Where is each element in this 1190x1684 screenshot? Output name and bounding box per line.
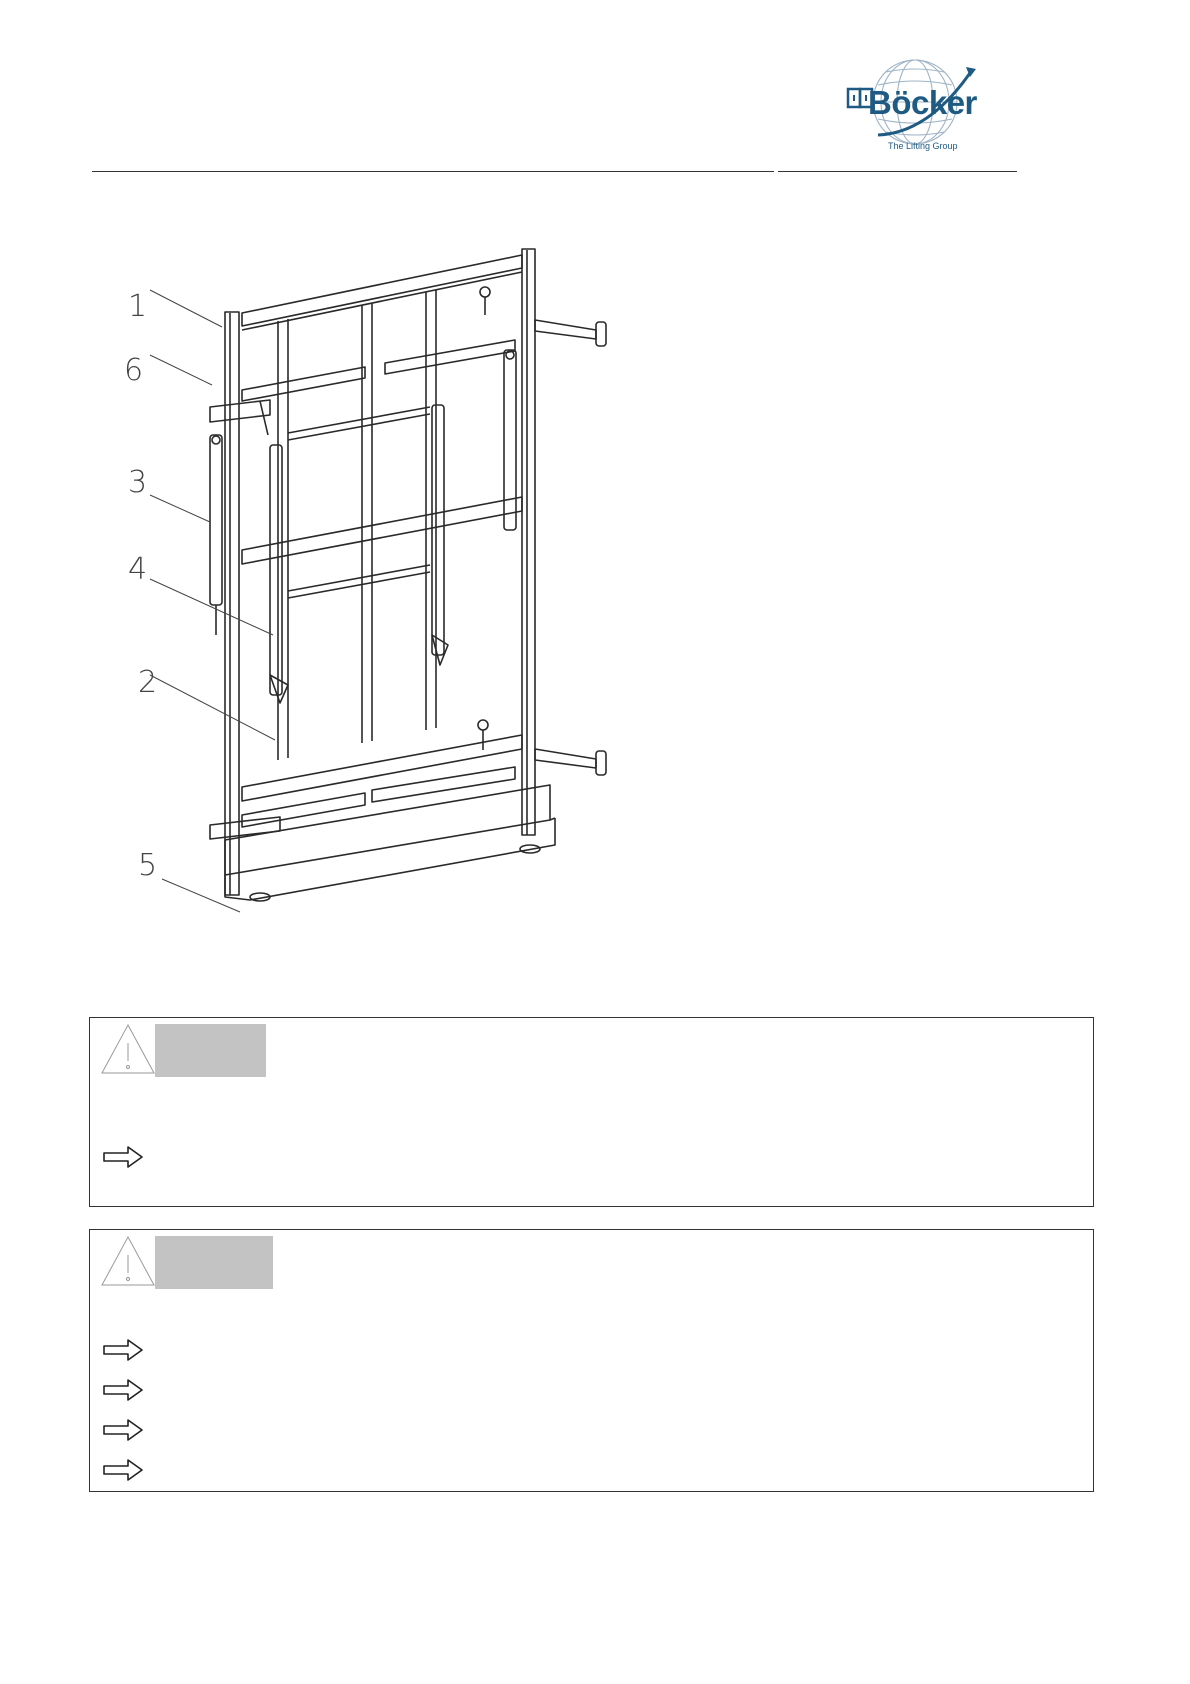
warning-triangle-icon	[100, 1023, 156, 1075]
company-logo	[838, 55, 998, 155]
arrow-right-icon	[102, 1458, 144, 1482]
warning-notice-1	[89, 1017, 1094, 1207]
signal-word-box	[155, 1236, 273, 1289]
arrow-right-icon	[102, 1418, 144, 1442]
signal-word-box	[155, 1024, 266, 1077]
callout-3: 3	[128, 465, 148, 500]
brand-name: Böcker	[868, 84, 977, 121]
callout-6: 6	[124, 353, 144, 388]
callout-4: 4	[128, 552, 148, 587]
header-rule-left	[92, 171, 774, 172]
arrow-right-icon	[102, 1378, 144, 1402]
warning-triangle-icon	[100, 1235, 156, 1287]
callout-1: 1	[128, 289, 148, 324]
callout-2: 2	[138, 665, 158, 700]
warning-notice-2	[89, 1229, 1094, 1492]
callout-5: 5	[138, 848, 158, 883]
arrow-right-icon	[102, 1338, 144, 1362]
header-rule-right	[778, 171, 1017, 172]
brand-tagline: The Lifting Group	[888, 141, 958, 151]
lifting-frame-drawing	[110, 235, 610, 955]
technical-drawing	[110, 235, 610, 955]
arrow-right-icon	[102, 1145, 144, 1169]
